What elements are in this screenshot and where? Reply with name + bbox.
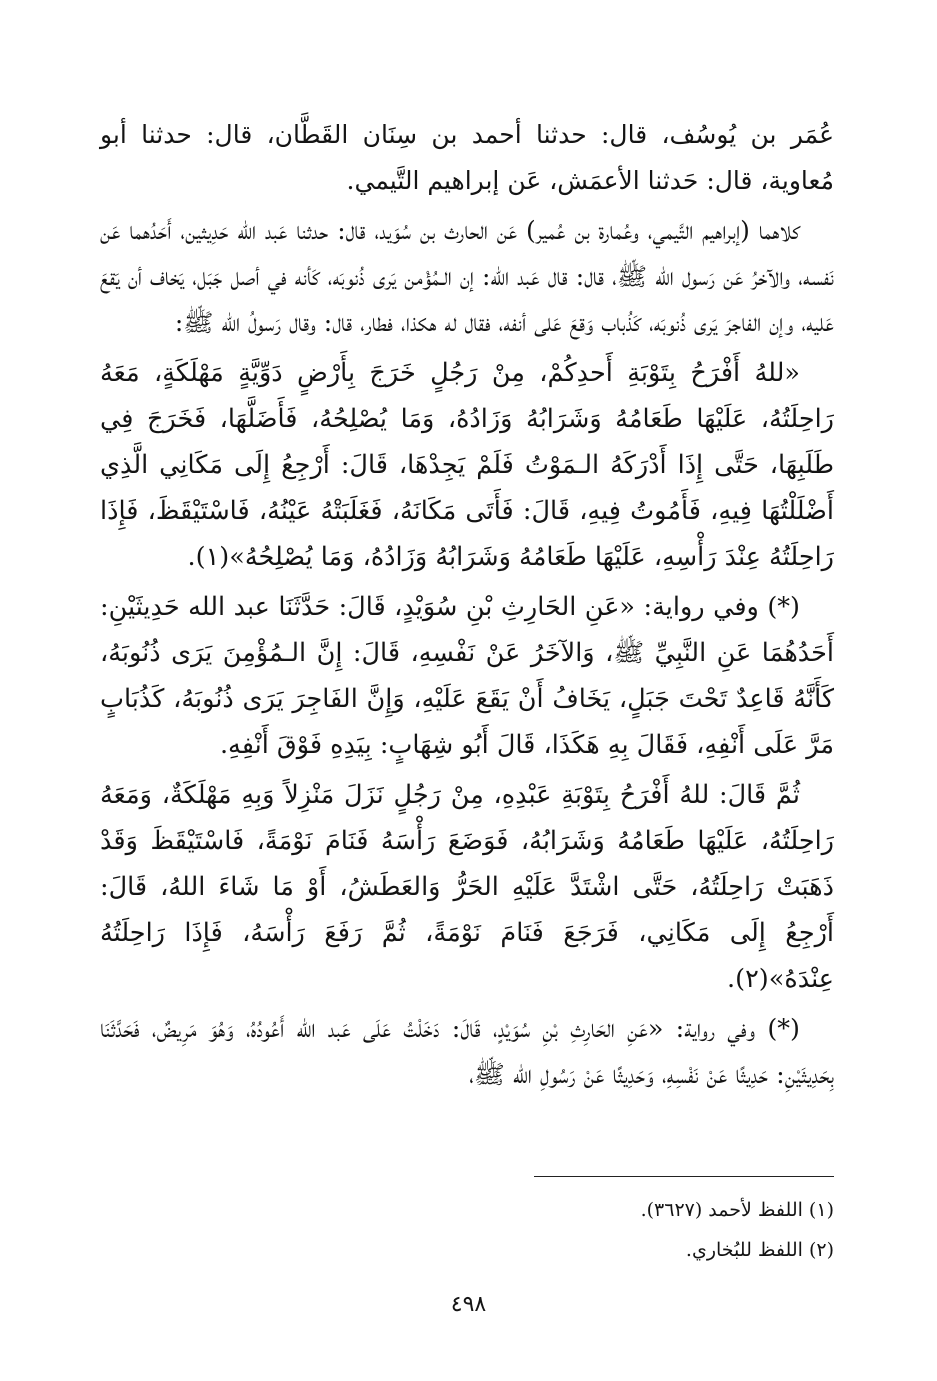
paragraph-narration-variant-1: (*) وفي رواية: «عَنِ الحَارِثِ بْنِ سُوَيْدٍ، قَالَ: حَدَّثَنَا عبد الله حَدِيثَيْنِ: أَحَدُهُمَا عَنِ النَّبِيِّ ﷺ، وَالآخَرُ عَنْ نَفْسِهِ، قَالَ: إِنَّ الـمُؤْمِنَ يَرَى ذُنُوبَهُ، كَأَنَّهُ قَاعِدٌ تَحْتَ جَبَلٍ، يَخَافُ أَنْ يَقَعَ عَلَيْهِ، وَإِنَّ الفَاجِرَ يَرَى ذُنُوبَهُ، كَذُبَابٍ مَرَّ عَلَى أَنْفِهِ، فَقَالَ بِهِ هَكَذَا، قَالَ أَبُو شِهَابٍ: بِيَدِهِ فَوْقَ أَنْفِهِ. xyxy=(100,592,834,760)
paragraph-chain-main: كلاهما (إبراهيم التَّيمي، وعُمارة بن عُمير) عَن الحارث بن سُوَيد، قال: حدثنا عَبد الله حَدِيثين، أَحَدُهما عَن نَفسه، والآخرُ عَن رَسول الله ﷺ، قال: قال عَبد الله: إن الـمُؤْمن يَرى ذُنوبَه، كَأنه في أصل جَبَل، يَخاف أن يَقعَ عَليه، وإن الفاجرَ يَرى ذُنوبَه، كَذُباب وَقعَ عَلى أنفه، فقال له هكذا، فطار، قال: وقال رَسولُ الله ﷺ: xyxy=(100,216,834,337)
paragraph-hadith-text: «للهُ أَفْرَحُ بِتَوْبَةِ أَحدِكُمْ، مِنْ رَجُلٍ خَرَجَ بِأَرْضٍ دَوِّيَّةٍ مَهْلَكَةٍ، مَعَهُ رَاحِلَتُهُ، عَلَيْهَا طَعَامُهُ وَشَرَابُهُ وَزَادُهُ، وَمَا يُصْلِحُهُ، فَأَضَلَّهَا، فَخَرَجَ فِي طَلَبِهَا، حَتَّى إِذَا أَدْرَكَهُ الـمَوْتُ فَلَمْ يَجِدْهَا، قَالَ: أَرْجِعُ إِلَى مَكَانِي الَّذِي أَضْلَلْتُهَا فِيهِ، فَأَمُوتُ فِيهِ، قَالَ: فَأَتَى مَكَانَهُ، فَغَلَبَتْهُ عَيْنُهُ، فَاسْتَيْقَظَ، فَإِذَا رَاحِلَتُهُ عِنْدَ رَأْسِهِ، عَلَيْهَا طَعَامُهُ وَشَرَابُهُ وَزَادُهُ، وَمَا يُصْلِحُهُ»(١). xyxy=(100,358,834,572)
paragraph-narration-variant-1-cont: ثُمَّ قَالَ: للهُ أَفْرَحُ بِتَوْبَةِ عَبْدِهِ، مِنْ رَجُلٍ نَزَلَ مَنْزِلاً وَبِهِ مَهْلَكَةٌ، وَمَعَهُ رَاحِلَتُهُ، عَلَيْهَا طَعَامُهُ وَشَرَابُهُ، فَوَضَعَ رَأْسَهُ فَنَامَ نَوْمَةً، فَاسْتَيْقَظَ وَقَدْ ذَهَبَتْ رَاحِلَتُهُ، حَتَّى اشْتَدَّ عَلَيْهِ الحَرُّ وَالعَطَشُ، أَوْ مَا شَاءَ اللهُ، قَالَ: أَرْجِعُ إِلَى مَكَانِي، فَرَجَعَ فَنَامَ نَوْمَةً، ثُمَّ رَفَعَ رَأْسَهُ، فَإِذَا رَاحِلَتُهُ عِنْدَهُ»(٢). xyxy=(100,780,834,994)
page-number: ٤٩٨ xyxy=(450,1292,487,1317)
footnote-divider xyxy=(534,1176,834,1177)
footnote-2: (٢) اللفظ للبُخاري. xyxy=(685,1239,834,1261)
footnotes xyxy=(334,1190,834,1270)
paragraph-chain-intro: عُمَر بن يُوسُف، قال: حدثنا أحمد بن سِنَان القَطَّان، قال: حدثنا أبو مُعاوية، قال: حَدثنا الأعمَش، عَن إبراهيم التَّيمي. xyxy=(100,120,834,195)
paragraph-narration-variant-2: (*) وفي رواية: «عَنِ الحَارِثِ بْنِ سُوَيْدٍ، قَالَ: دَخَلْتُ عَلَى عَبد الله أَعُودُهُ، وَهُوَ مَرِيضٌ، فَحَدَّثَنَا بِحَدِيثَيْنِ: حَدِيثًا عَنْ نَفْسِهِ، وَحَدِيثًا عَنْ رَسُولِ الله ﷺ، xyxy=(100,1014,834,1090)
footnote-1: (١) اللفظ لأحمد (٣٦٢٧). xyxy=(640,1199,834,1221)
page-body xyxy=(100,112,834,1098)
